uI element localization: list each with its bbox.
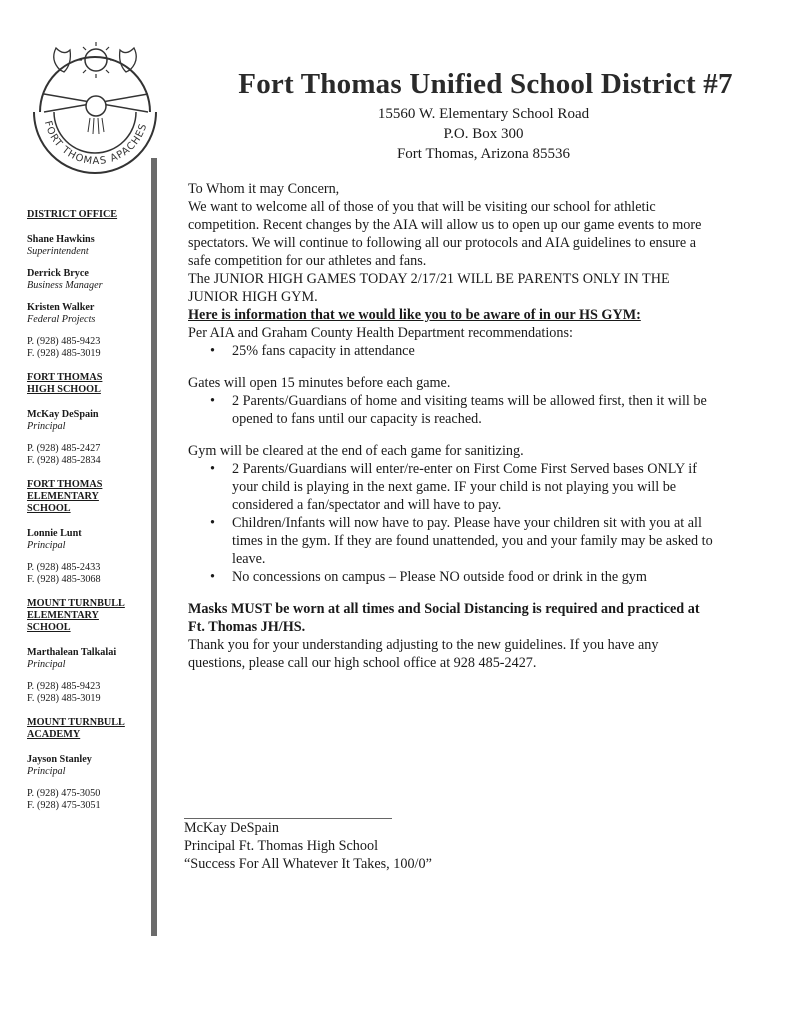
bullet-text: Children/Infants will now have to pay. Please have your children sit with you at all times in the gym. If they are found unattended, you and your family may be asked to leave. <box>232 515 713 567</box>
person-role: Federal Projects <box>27 314 96 325</box>
svg-text:FORT THOMAS APACHES: FORT THOMAS APACHES <box>41 119 150 168</box>
fax-number: F. (928) 475-3051 <box>27 800 101 811</box>
bullet-item <box>188 460 713 514</box>
sidebar-directory <box>27 209 149 824</box>
group-intro: Gym will be cleared at the end of each game for sanitizing. <box>188 443 524 459</box>
bullet-icon: • <box>210 343 215 359</box>
person-name: Jayson Stanley <box>27 754 92 765</box>
person-role: Principal <box>27 659 66 670</box>
phone-number: P. (928) 485-9423 <box>27 681 101 692</box>
masks-notice: Masks MUST be worn at all times and Social Distancing is required and practiced at Ft. Thomas JH/HS. <box>188 601 700 635</box>
heading-line: MOUNT TURNBULL <box>27 598 125 609</box>
group-intro: Per AIA and Graham County Health Department recommendations: <box>188 325 573 341</box>
heading-line: SCHOOL <box>27 503 71 514</box>
person-name: Shane Hawkins <box>27 234 95 245</box>
phone-number: P. (928) 485-9423 <box>27 336 101 347</box>
group-intro: Gates will open 15 minutes before each game. <box>188 375 451 391</box>
person-role: Superintendent <box>27 246 89 257</box>
person-name: Kristen Walker <box>27 302 95 313</box>
bullet-list <box>188 392 713 428</box>
letterhead <box>170 66 791 164</box>
heading-line: FORT THOMAS <box>27 372 103 383</box>
person-mt-elementary-principal <box>27 647 149 671</box>
person-role: Principal <box>27 540 66 551</box>
bullet-text: 2 Parents/Guardians will enter/re-enter on First Come First Served bases ONLY if your child is playing in the next game. IF your child is not playing you will be considered a fan/spectator and will have to pay. <box>232 461 697 513</box>
bullet-item <box>188 514 713 568</box>
phone-number: P. (928) 475-3050 <box>27 788 101 799</box>
bullet-text: No concessions on campus – Please NO outside food or drink in the gym <box>232 569 647 585</box>
mt-elementary-heading <box>27 598 149 634</box>
mt-academy-phones <box>27 788 149 812</box>
address-city: Fort Thomas, Arizona 85536 <box>396 146 571 162</box>
vertical-divider <box>151 158 157 936</box>
letter-body <box>188 180 713 672</box>
hs-gym-info-heading: Here is information that we would like you to be aware of in our HS GYM: <box>188 307 641 323</box>
heading-line: MOUNT TURNBULL <box>27 717 125 728</box>
junior-high-notice: The JUNIOR HIGH GAMES TODAY 2/17/21 WILL BE PARENTS ONLY IN THE JUNIOR HIGH GYM. <box>188 271 670 305</box>
person-federal-projects <box>27 302 149 326</box>
bullet-item <box>188 342 713 360</box>
school-motto: “Success For All Whatever It Takes, 100/0” <box>184 856 432 872</box>
person-business-manager <box>27 268 149 292</box>
bullet-list <box>188 342 713 360</box>
district-address <box>170 104 791 164</box>
signature-block <box>184 819 432 873</box>
gates-group <box>188 374 713 428</box>
heading-line: FORT THOMAS <box>27 479 103 490</box>
address-street: 15560 W. Elementary School Road <box>377 106 590 122</box>
welcome-paragraph: We want to welcome all of those of you that will be visiting our school for athletic competition. Recent changes by the AIA will allow us to open up our game events to more spectators. We will continue to following all our protocols and AIA guidelines to ensure a safe competition for our athletes and fans. <box>188 199 702 269</box>
heading-line: ACADEMY <box>27 729 81 740</box>
fax-number: F. (928) 485-2834 <box>27 455 101 466</box>
address-po-box: P.O. Box 300 <box>443 126 524 142</box>
person-mt-academy-principal <box>27 754 149 778</box>
elementary-phones <box>27 562 149 586</box>
signer-name: McKay DeSpain <box>184 820 279 836</box>
district-title: Fort Thomas Unified School District #7 <box>238 68 733 100</box>
bullet-icon: • <box>210 569 215 585</box>
bullet-item <box>188 392 713 428</box>
district-office-heading: DISTRICT OFFICE <box>27 209 118 220</box>
greeting: To Whom it may Concern, <box>188 181 340 197</box>
high-school-phones <box>27 443 149 467</box>
person-name: Derrick Bryce <box>27 268 89 279</box>
thanks-paragraph: Thank you for your understanding adjusting to the new guidelines. If you have any questions, please call our high school office at 928 485-2427. <box>188 637 659 671</box>
bullet-text: 2 Parents/Guardians of home and visiting teams will be allowed first, then it will be opened to fans until our capacity is reached. <box>232 393 707 427</box>
phone-number: P. (928) 485-2433 <box>27 562 101 573</box>
bullet-text: 25% fans capacity in attendance <box>232 343 415 359</box>
person-name: McKay DeSpain <box>27 409 99 420</box>
district-office-phones <box>27 336 149 360</box>
high-school-heading <box>27 372 149 396</box>
signer-title: Principal Ft. Thomas High School <box>184 838 379 854</box>
person-role: Principal <box>27 766 66 777</box>
bullet-icon: • <box>210 461 215 477</box>
phone-number: P. (928) 485-2427 <box>27 443 101 454</box>
heading-line: HIGH SCHOOL <box>27 384 101 395</box>
school-seal-icon <box>30 20 160 190</box>
mt-elementary-phones <box>27 681 149 705</box>
bullet-icon: • <box>210 515 215 531</box>
fax-number: F. (928) 485-3019 <box>27 348 101 359</box>
mt-academy-heading <box>27 717 149 741</box>
heading-line: SCHOOL <box>27 622 71 633</box>
person-name: Lonnie Lunt <box>27 528 82 539</box>
person-role: Business Manager <box>27 280 103 291</box>
heading-line: ELEMENTARY <box>27 610 99 621</box>
fax-number: F. (928) 485-3019 <box>27 693 101 704</box>
heading-line: ELEMENTARY <box>27 491 99 502</box>
bullet-icon: • <box>210 393 215 409</box>
person-name: Marthalean Talkalai <box>27 647 117 658</box>
person-elementary-principal <box>27 528 149 552</box>
person-role: Principal <box>27 421 66 432</box>
fax-number: F. (928) 485-3068 <box>27 574 101 585</box>
bullet-list <box>188 460 713 586</box>
capacity-group <box>188 324 713 360</box>
person-hs-principal <box>27 409 149 433</box>
bullet-item <box>188 568 713 586</box>
sanitizing-group <box>188 442 713 586</box>
elementary-heading <box>27 479 149 515</box>
person-superintendent <box>27 234 149 258</box>
